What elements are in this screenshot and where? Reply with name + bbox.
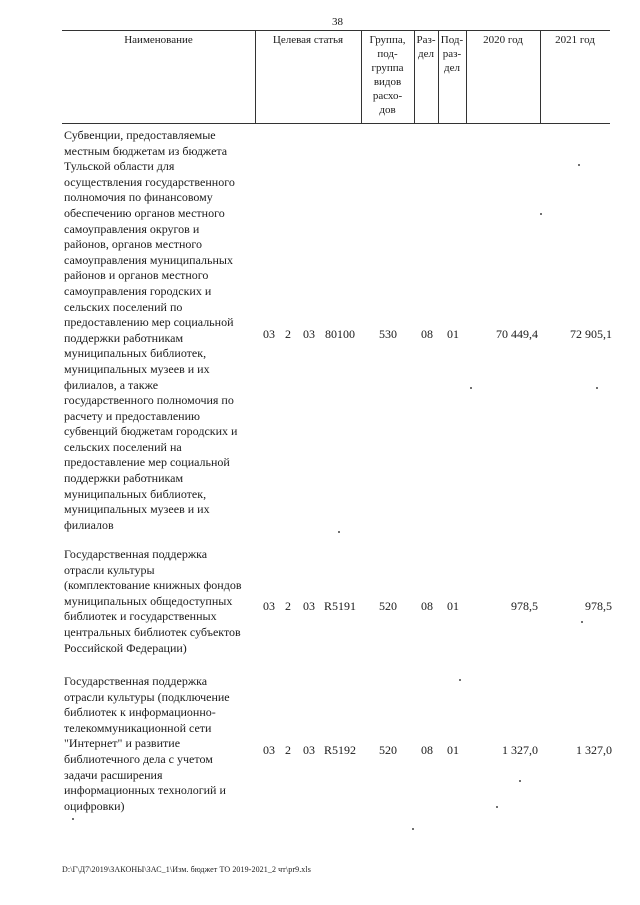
subsection: 01 xyxy=(447,743,459,757)
expense-group: 520 xyxy=(379,743,397,757)
scan-speck xyxy=(459,679,461,681)
scan-speck xyxy=(596,387,598,389)
amount-2021: 1 327,0 xyxy=(576,743,612,757)
target-item-subprogram: 2 xyxy=(285,599,291,613)
target-item-program: 03 xyxy=(263,327,275,341)
scan-speck xyxy=(581,621,583,623)
scan-speck xyxy=(72,818,74,820)
amount-2020: 1 327,0 xyxy=(502,743,538,757)
target-item-activity: 03 xyxy=(303,599,315,613)
expense-group: 530 xyxy=(379,327,397,341)
target-item-activity: 03 xyxy=(303,327,315,341)
scan-speck xyxy=(540,213,542,215)
scan-speck xyxy=(519,780,521,782)
section: 08 xyxy=(421,743,433,757)
header-year-2021: 2021 год xyxy=(555,34,595,46)
section: 08 xyxy=(421,327,433,341)
page-number: 38 xyxy=(332,16,343,28)
header-bottom-border xyxy=(62,123,610,124)
target-item-subprogram: 2 xyxy=(285,743,291,757)
amount-2020: 70 449,4 xyxy=(496,327,538,341)
target-item-direction: 80100 xyxy=(325,327,355,341)
header-subsection: Под- раз- дел xyxy=(440,34,464,74)
scan-speck xyxy=(338,531,340,533)
row-name: Субвенции, предоставляемые местным бюджетам из бюджета Тульской области для осуществления государственного полномочия по финансовому обеспечению органов местного самоуправления округов и районов, органов местного самоуправления муниципальных районов и органов местного самоуправления городских и сельских поселений по предоставлению мер социальной поддержки работникам муниципальных библиотек, муниципальных музеев и их филиалов, а также государственного полномочия по расчету и предоставлению субвенций бюджетам городских и сельских поселений на предоставление мер социальной поддержки работникам муниципальных библиотек, муниципальных музеев и их филиалов xyxy=(64,128,238,532)
header-section: Раз- дел xyxy=(416,34,436,60)
header-target-item: Целевая статья xyxy=(272,34,344,46)
subsection: 01 xyxy=(447,599,459,613)
target-item-direction: R5192 xyxy=(323,743,356,757)
header-top-border xyxy=(62,30,610,31)
target-item-program: 03 xyxy=(263,599,275,613)
section: 08 xyxy=(421,599,433,613)
target-item-activity: 03 xyxy=(303,743,315,757)
row-name: Государственная поддержка отрасли культуры (подключение библиотек к информационно- телекоммуникационной сети "Интернет" и развитие библиотечного дела с учетом задачи расширения информационных технологий и оцифровки) xyxy=(64,674,230,813)
target-item-subprogram: 2 xyxy=(285,327,291,341)
target-item-program: 03 xyxy=(263,743,275,757)
amount-2021: 978,5 xyxy=(585,599,612,613)
expense-group: 520 xyxy=(379,599,397,613)
header-name: Наименование xyxy=(124,34,193,46)
scan-speck xyxy=(412,828,414,830)
scan-speck xyxy=(470,387,472,389)
file-path-footer: D:\Г\Д7\2019\ЗАКОНЫ\ЗАС_1\Изм. бюджет ТО 2019-2021_2 чт\pr9.xls xyxy=(62,865,311,874)
scan-speck xyxy=(496,806,498,808)
target-item-direction: R5191 xyxy=(323,599,356,613)
amount-2021: 72 905,1 xyxy=(570,327,612,341)
header-year-2020: 2020 год xyxy=(483,34,523,46)
subsection: 01 xyxy=(447,327,459,341)
amount-2020: 978,5 xyxy=(511,599,538,613)
row-name: Государственная поддержка отрасли культуры (комплектование книжных фондов муниципальных общедоступных библиотек и государственных центральных библиотек субъектов Российской Федерации) xyxy=(64,547,242,655)
scan-speck xyxy=(578,164,580,166)
header-expense-group: Группа, под- группа видов расхо- дов xyxy=(369,34,406,116)
